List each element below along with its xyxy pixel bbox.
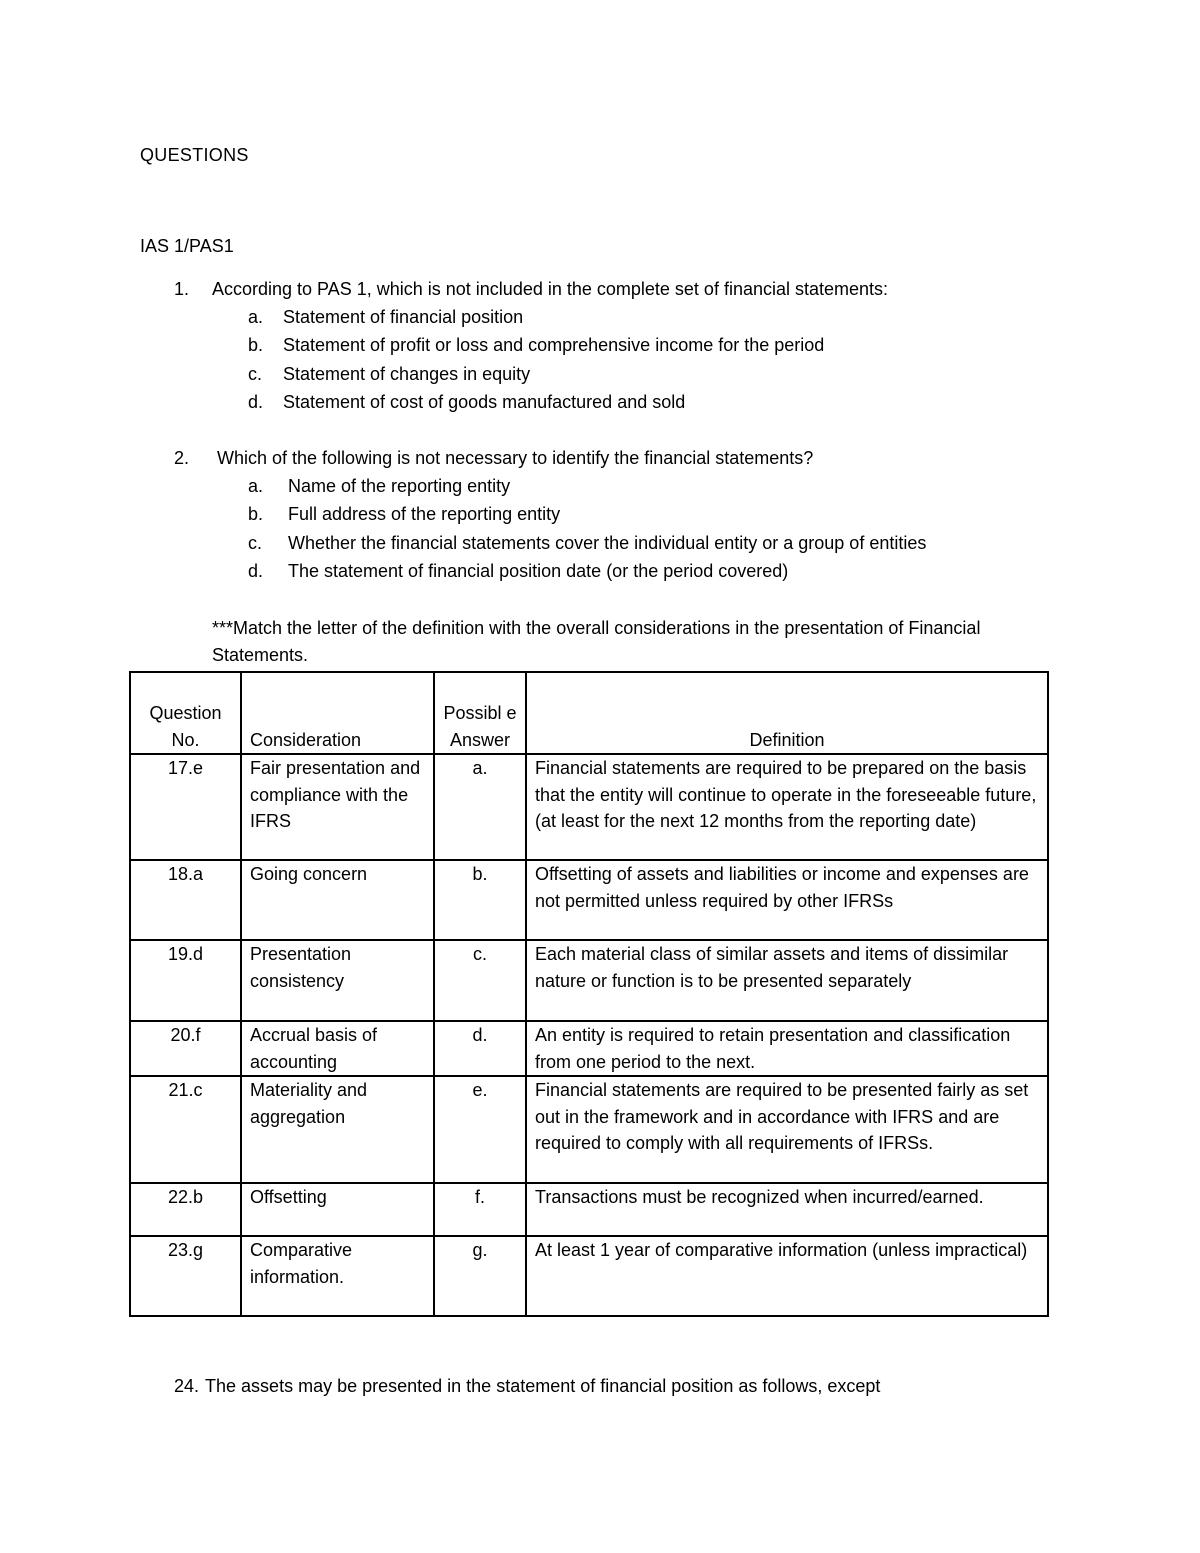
matching-table	[129, 671, 1049, 1317]
cell-definition: Financial statements are required to be presented fairly as set out in the framework and in accordance with IFRS and are required to comply with all requirements of IFRSs.	[526, 1076, 1048, 1183]
page-heading: QUESTIONS	[140, 145, 249, 165]
table-row	[130, 1183, 1048, 1236]
cell-question-no: 18.a	[130, 860, 241, 940]
cell-answer: b.	[434, 860, 526, 940]
table-row	[130, 754, 1048, 860]
question-line	[170, 275, 1070, 303]
option-text: Statement of changes in equity	[283, 363, 531, 384]
header-possible-answer: Possibl e Answer	[434, 672, 526, 754]
table-row	[130, 1076, 1048, 1183]
option-letter: d.	[248, 560, 264, 581]
option-text: Statement of profit or loss and comprehensive income for the period	[283, 335, 825, 356]
question-line	[170, 444, 1070, 472]
option-d	[170, 388, 1070, 416]
option-letter: c.	[248, 363, 263, 384]
option-c	[170, 529, 1070, 557]
cell-question-no: 19.d	[130, 940, 241, 1021]
table-header-row	[130, 672, 1048, 754]
question-2	[170, 444, 1070, 585]
cell-consideration: Materiality and aggregation	[241, 1076, 434, 1183]
cell-definition: Transactions must be recognized when incurred/earned.	[526, 1183, 1048, 1236]
option-text: Name of the reporting entity	[288, 476, 511, 496]
cell-consideration: Presentation consistency	[241, 940, 434, 1021]
cell-answer: f.	[434, 1183, 526, 1236]
cell-consideration: Comparative information.	[241, 1236, 434, 1316]
cell-answer: g.	[434, 1236, 526, 1316]
option-text: Whether the financial statements cover the individual entity or a group of entities	[288, 532, 927, 553]
option-text: Statement of cost of goods manufactured and sold	[283, 391, 686, 412]
question-number: 2.	[174, 448, 190, 468]
question-24	[174, 1372, 880, 1400]
cell-consideration: Accrual basis of accounting	[241, 1021, 434, 1076]
option-text: The statement of financial position date (or the period covered)	[288, 560, 789, 581]
option-a	[170, 303, 1070, 331]
table-row	[130, 1021, 1048, 1076]
cell-question-no: 21.c	[130, 1076, 241, 1183]
option-text: Full address of the reporting entity	[288, 504, 561, 525]
question-text: The assets may be presented in the statement of financial position as follows, except	[205, 1376, 881, 1396]
option-a	[170, 472, 1070, 500]
option-text: Statement of financial position	[283, 307, 524, 327]
option-letter: b.	[248, 335, 264, 356]
table-row	[130, 1236, 1048, 1316]
matching-instruction: ***Match the letter of the definition with the overall considerations in the presentation of Financial Statements.	[212, 618, 981, 665]
cell-answer: a.	[434, 754, 526, 860]
section-heading: IAS 1/PAS1	[140, 236, 234, 256]
cell-answer: c.	[434, 940, 526, 1021]
cell-answer: e.	[434, 1076, 526, 1183]
cell-question-no: 17.e	[130, 754, 241, 860]
option-letter: a.	[248, 307, 264, 327]
cell-definition: An entity is required to retain presentation and classification from one period to the next.	[526, 1021, 1048, 1076]
option-letter: a.	[248, 476, 264, 496]
question-text: Which of the following is not necessary to identify the financial statements?	[217, 448, 814, 468]
cell-definition: At least 1 year of comparative information (unless impractical)	[526, 1236, 1048, 1316]
cell-consideration: Going concern	[241, 860, 434, 940]
question-number: 1.	[174, 279, 190, 299]
question-number: 24.	[174, 1376, 200, 1396]
question-text: According to PAS 1, which is not included in the complete set of financial statements:	[212, 279, 889, 299]
cell-question-no: 22.b	[130, 1183, 241, 1236]
option-b	[170, 500, 1070, 528]
cell-definition: Each material class of similar assets and items of dissimilar nature or function is to be presented separately	[526, 940, 1048, 1021]
cell-answer: d.	[434, 1021, 526, 1076]
header-consideration: Consideration	[241, 672, 434, 754]
option-c	[170, 360, 1070, 388]
cell-question-no: 20.f	[130, 1021, 241, 1076]
cell-definition: Financial statements are required to be prepared on the basis that the entity will continue to operate in the foreseeable future, (at least for the next 12 months from the reporting date)	[526, 754, 1048, 860]
option-letter: c.	[248, 532, 263, 553]
option-letter: b.	[248, 504, 264, 525]
table-row	[130, 860, 1048, 940]
cell-definition: Offsetting of assets and liabilities or income and expenses are not permitted unless required by other IFRSs	[526, 860, 1048, 940]
cell-consideration: Fair presentation and compliance with the IFRS	[241, 754, 434, 860]
cell-consideration: Offsetting	[241, 1183, 434, 1236]
option-letter: d.	[248, 391, 264, 412]
option-b	[170, 331, 1070, 359]
option-d	[170, 557, 1070, 585]
table-row	[130, 940, 1048, 1021]
header-question-no: Question No.	[130, 672, 241, 754]
cell-question-no: 23.g	[130, 1236, 241, 1316]
header-definition: Definition	[526, 672, 1048, 754]
question-1	[170, 275, 1070, 416]
